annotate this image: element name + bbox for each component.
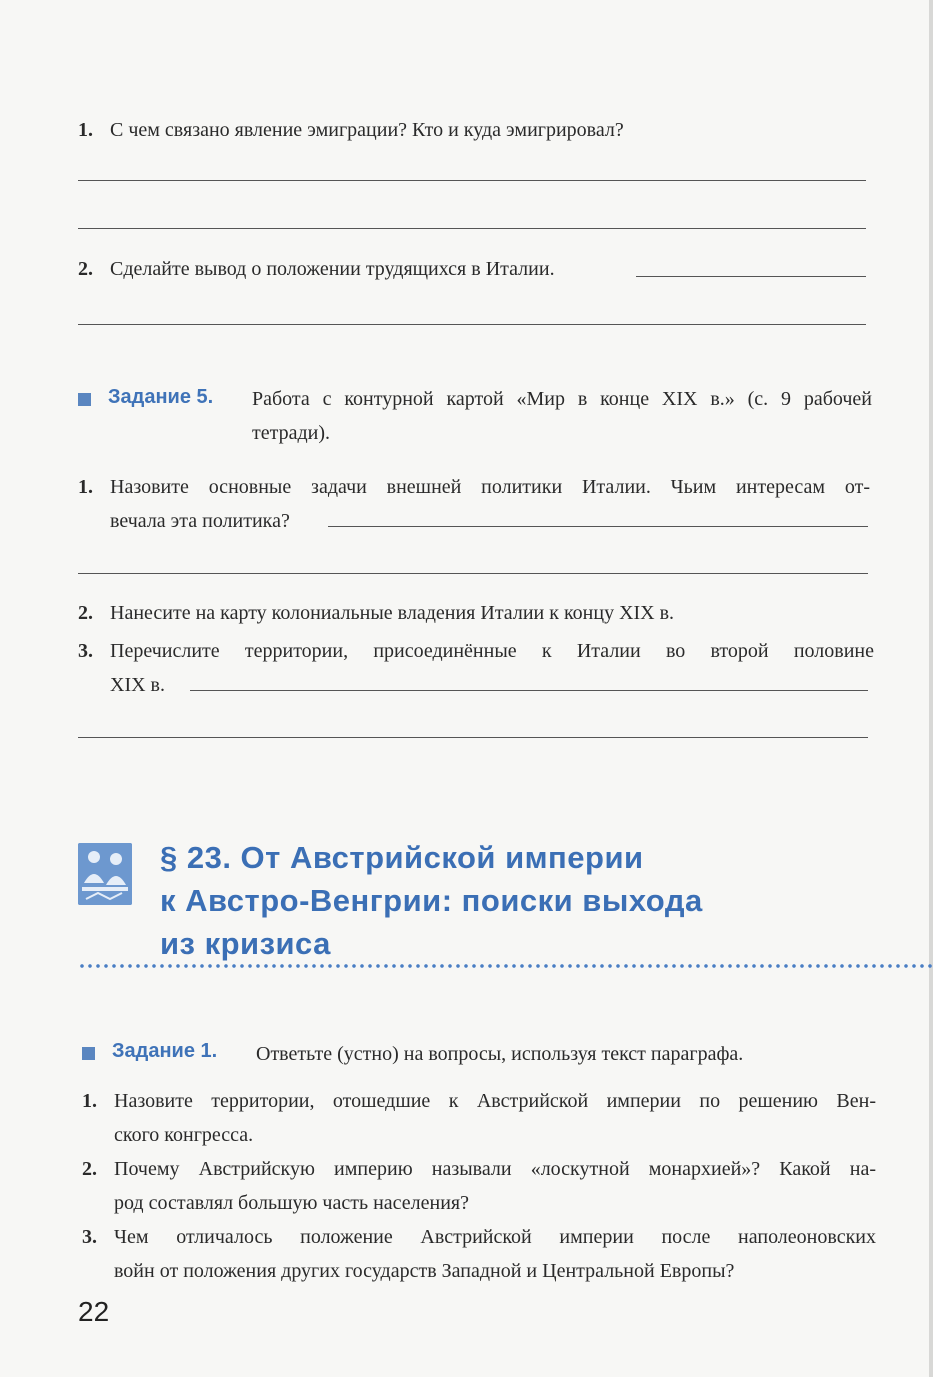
illustration-icon <box>78 843 132 905</box>
task-marker-icon <box>78 393 91 406</box>
question-number: 3. <box>82 1226 97 1248</box>
page-number: 22 <box>78 1296 110 1327</box>
question-text: Перечислите территории, присоединённые к Италии во второй половине <box>110 640 874 662</box>
question-text: Чем отличалось положение Австрийской империи после наполеоновских <box>114 1226 876 1248</box>
chapter-title-line-1: § 23. От Австрийской империи <box>160 840 644 875</box>
answer-line[interactable] <box>78 324 866 325</box>
question-number: 1. <box>82 1090 97 1112</box>
answer-line[interactable] <box>78 228 866 229</box>
dotted-divider <box>78 964 933 968</box>
question-text-cont: ского конгресса. <box>114 1124 254 1146</box>
task1-label: Задание 1. <box>112 1040 218 1062</box>
page-edge <box>929 0 933 1377</box>
question-text: Почему Австрийскую империю называли «лоскутной монархией»? Какой на- <box>114 1158 876 1180</box>
answer-line[interactable] <box>78 573 868 574</box>
task5-text: Работа с контурной картой «Мир в конце XIX в.» (с. 9 рабочей <box>252 388 872 410</box>
answer-line[interactable] <box>190 690 868 691</box>
answer-line[interactable] <box>328 526 868 527</box>
question-text: Сделайте вывод о положении трудящихся в Италии. <box>110 258 555 280</box>
question-text-cont: войн от положения других государств Западной и Центральной Европы? <box>114 1260 735 1282</box>
chapter-title-line-2: к Австро-Венгрии: поиски выхода <box>160 883 703 918</box>
question-number: 1. <box>78 476 93 498</box>
question-text: Назовите основные задачи внешней политики Италии. Чьим интересам от- <box>110 476 870 498</box>
task5-text-cont: тетради). <box>252 422 331 444</box>
question-number: 1. <box>78 119 93 141</box>
question-text: С чем связано явление эмиграции? Кто и куда эмигрировал? <box>110 119 624 141</box>
task5-label: Задание 5. <box>108 386 214 408</box>
question-text: Назовите территории, отошедшие к Австрийской империи по решению Вен- <box>114 1090 876 1112</box>
question-number: 2. <box>82 1158 97 1180</box>
question-text-cont: род составлял большую часть населения? <box>114 1192 469 1214</box>
answer-line[interactable] <box>636 276 866 277</box>
chapter-title-line-3: из кризиса <box>160 926 331 961</box>
task1-text: Ответьте (устно) на вопросы, используя текст параграфа. <box>256 1043 744 1065</box>
question-number: 3. <box>78 640 93 662</box>
question-text: Нанесите на карту колониальные владения Италии к концу XIX в. <box>110 602 675 624</box>
task-marker-icon <box>82 1047 95 1060</box>
question-text-cont: XIX в. <box>110 674 165 696</box>
question-number: 2. <box>78 602 93 624</box>
answer-line[interactable] <box>78 180 866 181</box>
answer-line[interactable] <box>78 737 868 738</box>
question-text-cont: вечала эта политика? <box>110 510 290 532</box>
question-number: 2. <box>78 258 93 280</box>
